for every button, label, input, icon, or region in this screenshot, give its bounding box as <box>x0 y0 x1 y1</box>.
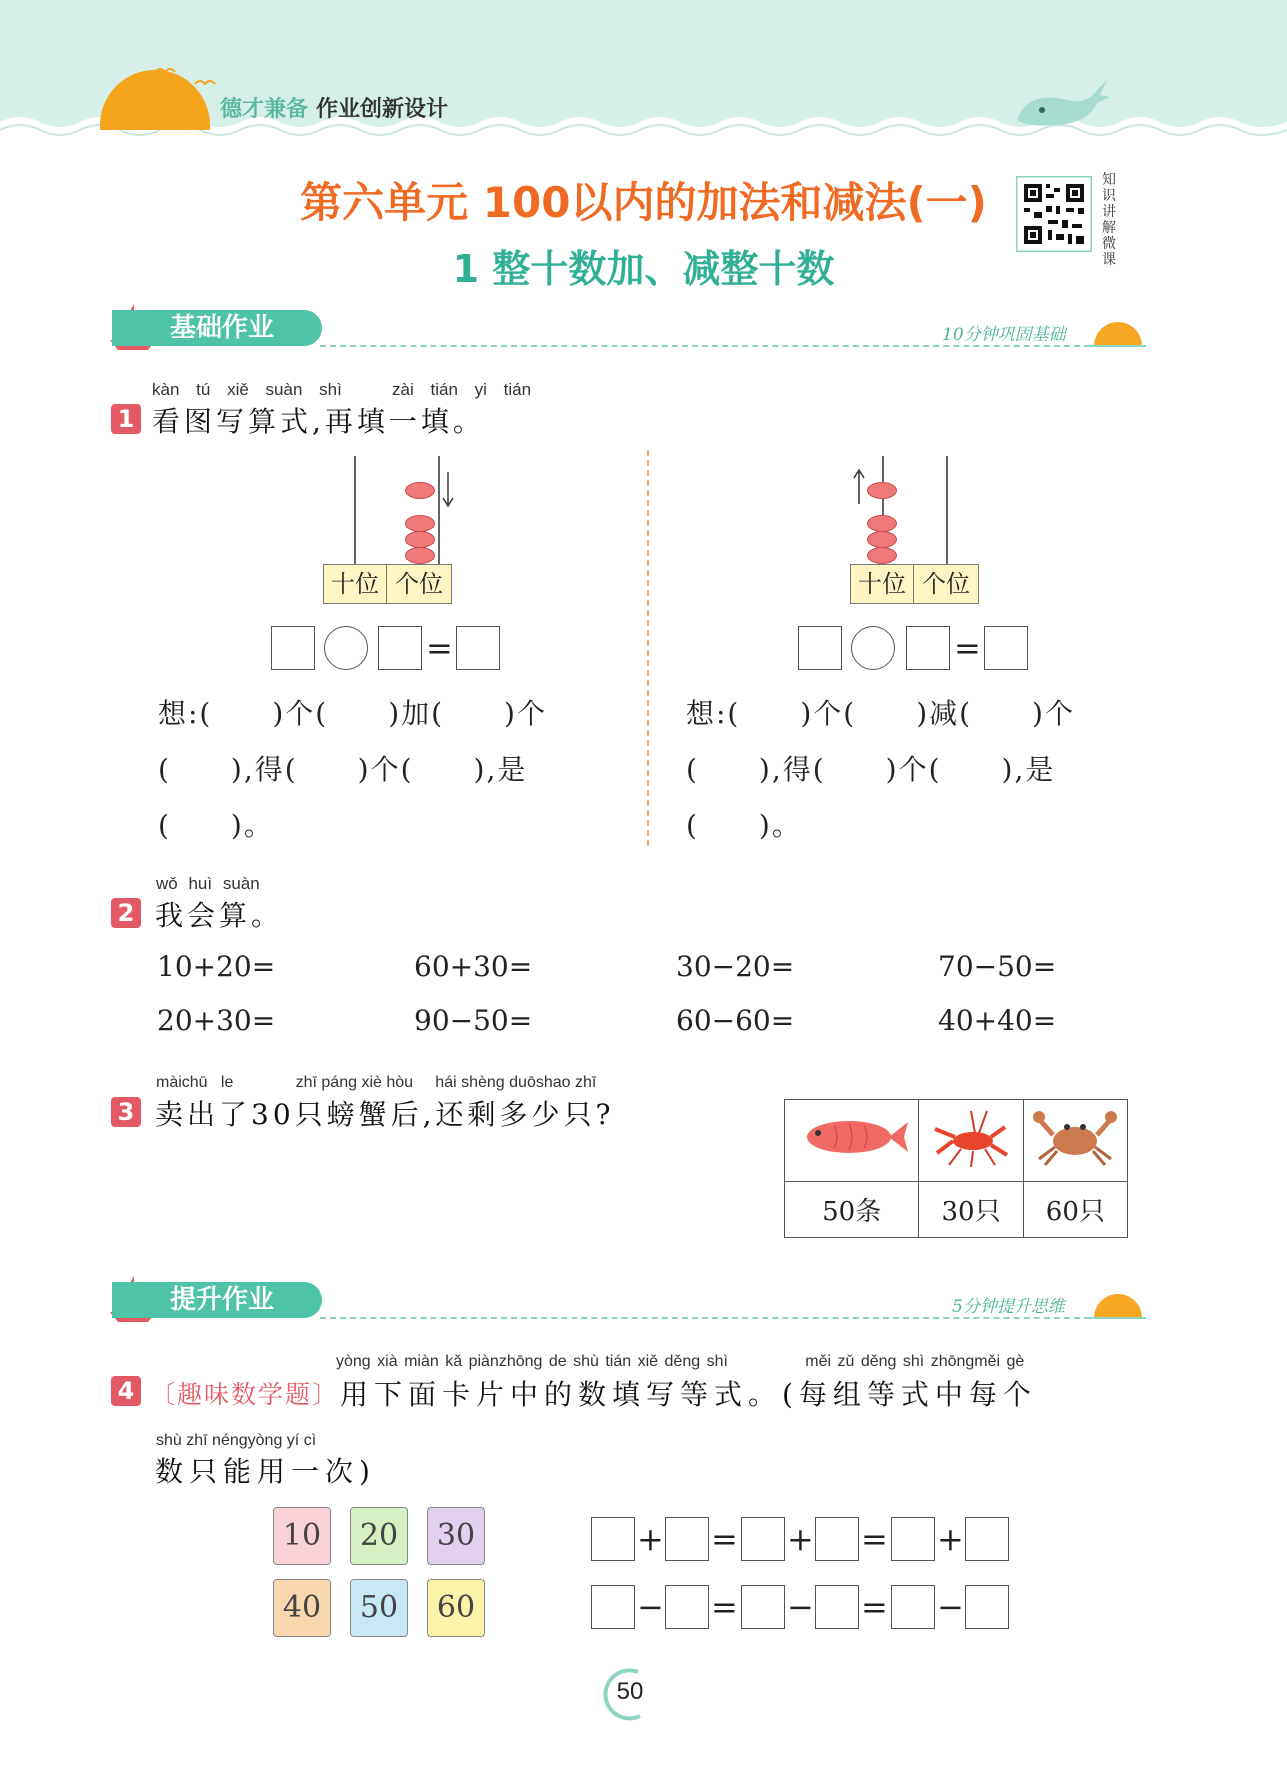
lesson-title: 1 整十数加、减整十数 <box>452 247 835 291</box>
equals-sign: = <box>861 1588 888 1626</box>
answer-box[interactable] <box>798 626 842 670</box>
number-card[interactable]: 30 <box>427 1507 485 1565</box>
crayfish-cell <box>919 1100 1023 1182</box>
section-basic-note: 10分钟巩固基础 <box>942 325 1066 345</box>
section-divider <box>320 1317 1090 1319</box>
number-card[interactable]: 40 <box>273 1579 331 1637</box>
section-basic-label: 基础作业 <box>112 310 322 346</box>
answer-box[interactable] <box>984 626 1028 670</box>
abacus-bead <box>405 515 435 532</box>
q2-expression: 70−50= <box>938 950 1057 983</box>
abacus-bead <box>405 531 435 548</box>
answer-box[interactable] <box>965 1585 1009 1629</box>
abacus-bead <box>867 531 897 548</box>
q2-number: 2 <box>111 898 141 928</box>
subtraction-equation-row <box>591 1585 1031 1629</box>
fish-count: 50条 <box>785 1182 919 1238</box>
crayfish-icon <box>931 1105 1011 1169</box>
sun-horizon <box>1090 345 1146 347</box>
minus-sign: − <box>937 1588 964 1626</box>
column-divider <box>647 450 649 846</box>
answer-box[interactable] <box>591 1585 635 1629</box>
q1-number: 1 <box>111 404 141 434</box>
sun-horizon <box>1090 1317 1146 1319</box>
equals-sign: = <box>711 1588 738 1626</box>
q1-left-line: ( )。 <box>158 809 274 842</box>
answer-box[interactable] <box>891 1517 935 1561</box>
answer-box[interactable] <box>815 1517 859 1561</box>
place-ones-label: 个位 <box>386 564 452 604</box>
place-tens-label: 十位 <box>850 564 914 604</box>
operator-circle[interactable] <box>851 626 895 670</box>
fish-cell <box>785 1100 919 1182</box>
q4-pinyin-line2: shù zhī néngyòng yí cì <box>156 1432 317 1449</box>
crab-cell <box>1023 1100 1127 1182</box>
equals-sign: = <box>426 629 453 667</box>
q3-text: 卖出了30只螃蟹后,还剩多少只? <box>155 1098 615 1131</box>
answer-box[interactable] <box>965 1517 1009 1561</box>
q3-table <box>784 1099 1128 1238</box>
q4-tag: 〔趣味数学题〕 <box>150 1380 340 1409</box>
q2-expression: 30−20= <box>676 950 795 983</box>
crayfish-count: 30只 <box>919 1182 1023 1238</box>
equals-sign: = <box>954 629 981 667</box>
brand-green: 德才兼备 <box>220 97 309 122</box>
q4-text-line2: 数只能用一次) <box>155 1455 376 1488</box>
section-divider <box>320 345 1090 347</box>
answer-box[interactable] <box>741 1585 785 1629</box>
number-card[interactable]: 10 <box>273 1507 331 1565</box>
abacus-bead <box>867 515 897 532</box>
q4-pinyin-line1: yòng xià miàn kǎ piànzhōng de shù tián xiě děng shì měi zǔ děng shì zhōngměi gè <box>336 1353 1025 1370</box>
answer-box[interactable] <box>271 626 315 670</box>
answer-box[interactable] <box>815 1585 859 1629</box>
q2-expression: 90−50= <box>414 1004 533 1037</box>
brand-dark: 作业创新设计 <box>316 97 449 122</box>
q1-left-line: 想:( )个( )加( )个 <box>158 697 547 730</box>
plus-sign: + <box>937 1520 964 1558</box>
abacus-rod-ones <box>946 456 948 566</box>
arrow-down-icon <box>440 470 456 510</box>
answer-box[interactable] <box>891 1585 935 1629</box>
arrow-up-icon <box>851 466 867 506</box>
brand-title <box>220 92 448 123</box>
operator-circle[interactable] <box>324 626 368 670</box>
minus-sign: − <box>637 1588 664 1626</box>
answer-box[interactable] <box>906 626 950 670</box>
q1-pinyin: kàn tú xiě suàn shì zài tián yi tián <box>152 380 532 399</box>
answer-box[interactable] <box>378 626 422 670</box>
birds-icon <box>150 60 220 90</box>
small-sun-icon <box>1094 1294 1142 1318</box>
abacus-bead <box>405 547 435 564</box>
minus-sign: − <box>787 1588 814 1626</box>
q3-pinyin: màichū le zhī páng xiè hòu hái shèng duōshao zhī <box>156 1074 597 1091</box>
place-ones-label: 个位 <box>913 564 979 604</box>
q1-right-line: ( ),得( )个( ),是 <box>686 753 1056 786</box>
unit-title: 第六单元 100以内的加法和减法(一) <box>300 178 987 227</box>
answer-box[interactable] <box>665 1585 709 1629</box>
small-sun-icon <box>1094 322 1142 346</box>
answer-box[interactable] <box>665 1517 709 1561</box>
q1-right-line: 想:( )个( )减( )个 <box>686 697 1075 730</box>
q3-number: 3 <box>111 1097 141 1127</box>
q4-text-line1: 用下面卡片中的数填写等式。(每组等式中每个 <box>340 1378 1037 1411</box>
whale-icon <box>1012 75 1112 130</box>
q2-expression: 20+30= <box>157 1004 276 1037</box>
fish-icon <box>794 1112 910 1162</box>
number-card[interactable]: 20 <box>350 1507 408 1565</box>
abacus-bead <box>405 482 435 499</box>
answer-box[interactable] <box>741 1517 785 1561</box>
q1-text: 看图写算式,再填一填。 <box>152 405 485 438</box>
section-advanced-label: 提升作业 <box>112 1282 322 1318</box>
q4-number: 4 <box>111 1376 141 1406</box>
number-cards <box>273 1507 503 1641</box>
q2-expression: 60−60= <box>676 1004 795 1037</box>
number-card[interactable]: 50 <box>350 1579 408 1637</box>
section-advanced-note: 5分钟提升思维 <box>952 1297 1065 1317</box>
q2-expression: 40+40= <box>938 1004 1057 1037</box>
equals-sign: = <box>861 1520 888 1558</box>
crab-count: 60只 <box>1023 1182 1127 1238</box>
equals-sign: = <box>711 1520 738 1558</box>
place-tens-label: 十位 <box>323 564 387 604</box>
q2-text: 我会算。 <box>155 899 284 932</box>
number-card[interactable]: 60 <box>427 1579 485 1637</box>
crab-icon <box>1033 1105 1117 1169</box>
answer-box[interactable] <box>456 626 500 670</box>
plus-sign: + <box>637 1520 664 1558</box>
q2-pinyin: wǒ huì suàn <box>156 874 260 893</box>
q2-expression: 10+20= <box>157 950 276 983</box>
abacus-bead <box>867 547 897 564</box>
abacus-rod-tens <box>354 456 356 566</box>
q1-right-line: ( )。 <box>686 809 802 842</box>
plus-sign: + <box>787 1520 814 1558</box>
answer-box[interactable] <box>591 1517 635 1561</box>
qr-label: 知识讲解微课 <box>1102 172 1116 268</box>
q2-expression: 60+30= <box>414 950 533 983</box>
qr-code-icon[interactable] <box>1016 176 1092 252</box>
q1-left-line: ( ),得( )个( ),是 <box>158 753 528 786</box>
addition-equation-row <box>591 1517 1031 1561</box>
page-number: 50 <box>616 1678 644 1705</box>
abacus-bead <box>867 482 897 499</box>
